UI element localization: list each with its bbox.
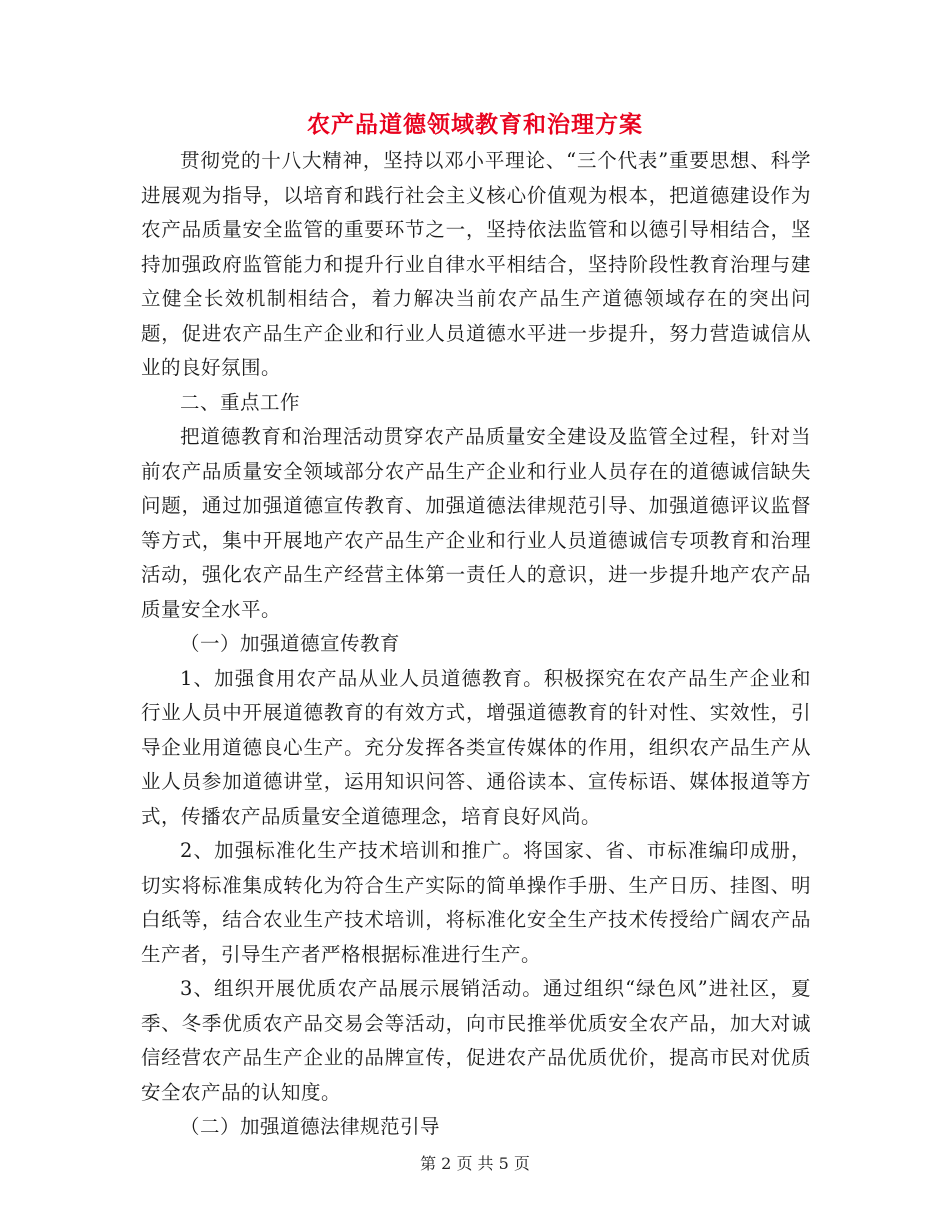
- subsection-heading-1: （一）加强道德宣传教育: [180, 632, 401, 655]
- section-heading-key-work: 二、重点工作: [180, 390, 301, 414]
- subsection-heading-2: （二）加强道德法律规范引导: [180, 1115, 441, 1138]
- document-body: [141, 144, 811, 1145]
- paragraph-item-1: 1、加强食用农产品从业人员道德教育。积极探究在农产品生产企业和行业人员中开展道德教育的有效方式，增强道德教育的针对性、实效性，引导企业用道德良心生产。充分发挥各类宣传媒体的作用，组织农产品生产从业人员参加道德讲堂，运用知识问答、通俗读本、宣传标语、媒体报道等方式，传播农产品质量安全道德理念，培育良好风尚。: [141, 666, 811, 828]
- paragraph-item-2: 2、加强标准化生产技术培训和推广。将国家、省、市标准编印成册，切实将标准集成转化为符合生产实际的简单操作手册、生产日历、挂图、明白纸等，结合农业生产技术培训，将标准化安全生产技术传授给广阔农产品生产者，引导生产者严格根据标准进行生产。: [141, 839, 811, 966]
- page-number-footer: [0, 1153, 950, 1175]
- page-number-text: 第 2 页 共 5 页: [420, 1154, 530, 1173]
- paragraph-item-3: 3、组织开展优质农产品展示展销活动。通过组织“绿色风”进社区，夏季、冬季优质农产品交易会等活动，向市民推举优质安全农产品，加大对诚信经营农产品生产企业的品牌宣传，促进农产品优质优价，提高市民对优质安全农产品的认知度。: [141, 977, 811, 1104]
- paragraph-intro: 贯彻党的十八大精神，坚持以邓小平理论、“三个代表”重要思想、科学进展观为指导，以培育和践行社会主义核心价值观为根本，把道德建设作为农产品质量安全监管的重要环节之一，坚持依法监管和以德引导相结合，坚持加强政府监管能力和提升行业自律水平相结合，坚持阶段性教育治理与建立健全长效机制相结合，着力解决当前农产品生产道德领域存在的突出问题，促进农产品生产企业和行业人员道德水平进一步提升，努力营造诚信从业的良好氛围。: [141, 149, 811, 379]
- paragraph-key-work: 把道德教育和治理活动贯穿农产品质量安全建设及监管全过程，针对当前农产品质量安全领域部分农产品生产企业和行业人员存在的道德诚信缺失问题，通过加强道德宣传教育、加强道德法律规范引导、加强道德评议监督等方式，集中开展地产农产品生产企业和行业人员道德诚信专项教育和治理活动，强化农产品生产经营主体第一责任人的意识，进一步提升地产农产品质量安全水平。: [141, 425, 811, 621]
- document-title: 农产品道德领域教育和治理方案: [307, 111, 643, 138]
